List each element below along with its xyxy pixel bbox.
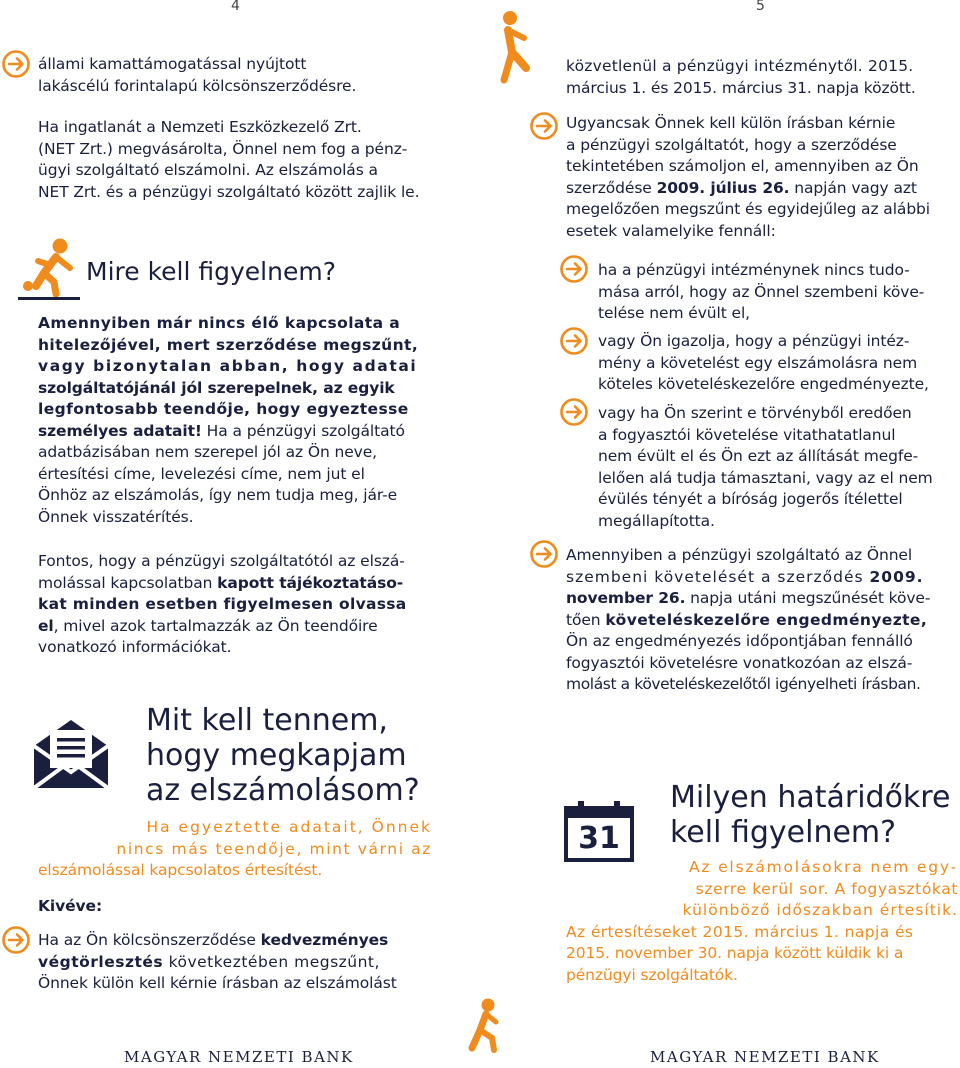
date-range-paragraph: közvetlenül a pénzügyi intézménytől. 2015. március 1. és 2015. március 31. napja között. bbox=[566, 57, 916, 97]
contact-paragraph: Amennyiben már nincs élő kapcsolata a hitelezőjével, mert szerződése megszűnt, vagy bizonytalan abban, hogy adatai szolgáltatójánál jól szerepelnek, az egyik legfontosabb teendője, hogy egyeztesse személyes adatait! Ha a pénzügyi szolgáltató adatbázisában nem szerepel jól az Ön neve, értesítési címe, levelezési címe, nem jut el Önhöz az elszámolás, így nem tudja meg, jár-e Önnek visszatérítés. bbox=[38, 314, 419, 526]
separate-request-paragraph: Ugyancsak Önnek kell külön írásban kérnie a pénzügyi szolgáltatót, hogy a szerződése tekintetében számoljon el, amennyiben az Ön szerződése 2009. július 26. napján vagy azt megelőzően megszűnt és egyidejűleg az alábbi esetek valamelyike fennáll: bbox=[566, 114, 930, 240]
net-paragraph: Ha ingatlanát a Nemzeti Eszközkezelő Zrt. (NET Zrt.) megvásárolta, Önnel nem fog a pénz- ügyi szolgáltató elszámolni. Az elszámolás a NET Zrt. és a pénzügyi szolgáltató között zajlik le. bbox=[38, 118, 420, 201]
arrow-right-icon bbox=[530, 540, 558, 568]
calendar-day: 31 bbox=[578, 821, 620, 856]
bullet-1: ha a pénzügyi intézménynek nincs tudo- mása arról, hogy az Önnel szembeni köve- telése nem évült el, bbox=[598, 261, 925, 322]
heading-mit-kell-tennem: Mit kell tennem, hogy megkapjam az elszámolásom? bbox=[146, 703, 420, 808]
heading-mire-kell-figyelnem: Mire kell figyelnem? bbox=[86, 257, 336, 286]
arrow-right-icon bbox=[560, 255, 588, 283]
heading-milyen-hataridokre: Milyen határidőkre kell figyelnem? bbox=[670, 780, 951, 850]
envelope-icon bbox=[30, 716, 112, 792]
person-figure-icon bbox=[466, 998, 500, 1054]
bullet-2: vagy Ön igazolja, hogy a pénzügyi intéz- mény a követelést egy elszámolásra nem köteles követeléskezelőre engedményezte, bbox=[598, 332, 929, 393]
exception-paragraph: Ha az Ön kölcsönszerződése kedvezményes végtörlesztés következtében megszűnt, Önnek külön kell kérnie írásban az elszámolást bbox=[38, 931, 397, 992]
person-figure-icon bbox=[496, 10, 532, 84]
kiveve-label: Kivéve: bbox=[38, 897, 103, 915]
arrow-right-icon bbox=[560, 327, 588, 355]
person-figure-icon bbox=[16, 236, 82, 302]
intro-paragraph: állami kamattámogatással nyújtott lakáscélú forintalapú kölcsönszerződésre. bbox=[38, 55, 357, 95]
page-number-right: 5 bbox=[756, 0, 765, 14]
footer-right: MAGYAR NEMZETI BANK bbox=[650, 1048, 880, 1066]
arrow-right-icon bbox=[560, 398, 588, 426]
assignment-paragraph: Amennyiben a pénzügyi szolgáltató az Önnel szembeni követelését a szerződés 2009. november 26. napja utáni megszűnését köve- tően követeléskezelőre engedményezte, Ön az engedményezés időpontjában fennálló fogyasztói követelésre vonatkozóan az elszá- molást a követeléskezelőtől igényelheti írásban. bbox=[566, 546, 931, 693]
deadlines-paragraph: Az elszámolásokra nem egy- szerre kerül sor. A fogyasztókat különböző időszakban értesítik. Az értesítéseket 2015. március 1. napja és 2015. november 30. napja között küldik ki a pénzügyi szolgáltatók. bbox=[566, 858, 958, 984]
wait-paragraph: Ha egyeztette adatait, Önnek nincs más teendője, mint várni az elszámolással kapcsolatos értesítést. bbox=[38, 818, 432, 879]
arrow-right-icon bbox=[2, 926, 30, 954]
bullet-3: vagy ha Ön szerint e törvényből eredően a fogyasztói követelése vitathatatlanul nem évült el és Ön ezt az állítását megfe- lelően alá tudja támasztani, vagy az el nem évülés tényét a bíróság jogerős ítélettel megállapította. bbox=[598, 404, 933, 530]
footer-left: MAGYAR NEMZETI BANK bbox=[124, 1048, 354, 1066]
important-paragraph: Fontos, hogy a pénzügyi szolgáltatótól az elszá- molással kapcsolatban kapott tájékoztatáso- kat minden esetben figyelmesen olvassa el, mivel azok tartalmazzák az Ön teendőire vonatkozó információkat. bbox=[38, 552, 407, 656]
page-number-left: 4 bbox=[231, 0, 240, 14]
arrow-right-icon bbox=[2, 50, 30, 78]
arrow-right-icon bbox=[530, 112, 558, 140]
